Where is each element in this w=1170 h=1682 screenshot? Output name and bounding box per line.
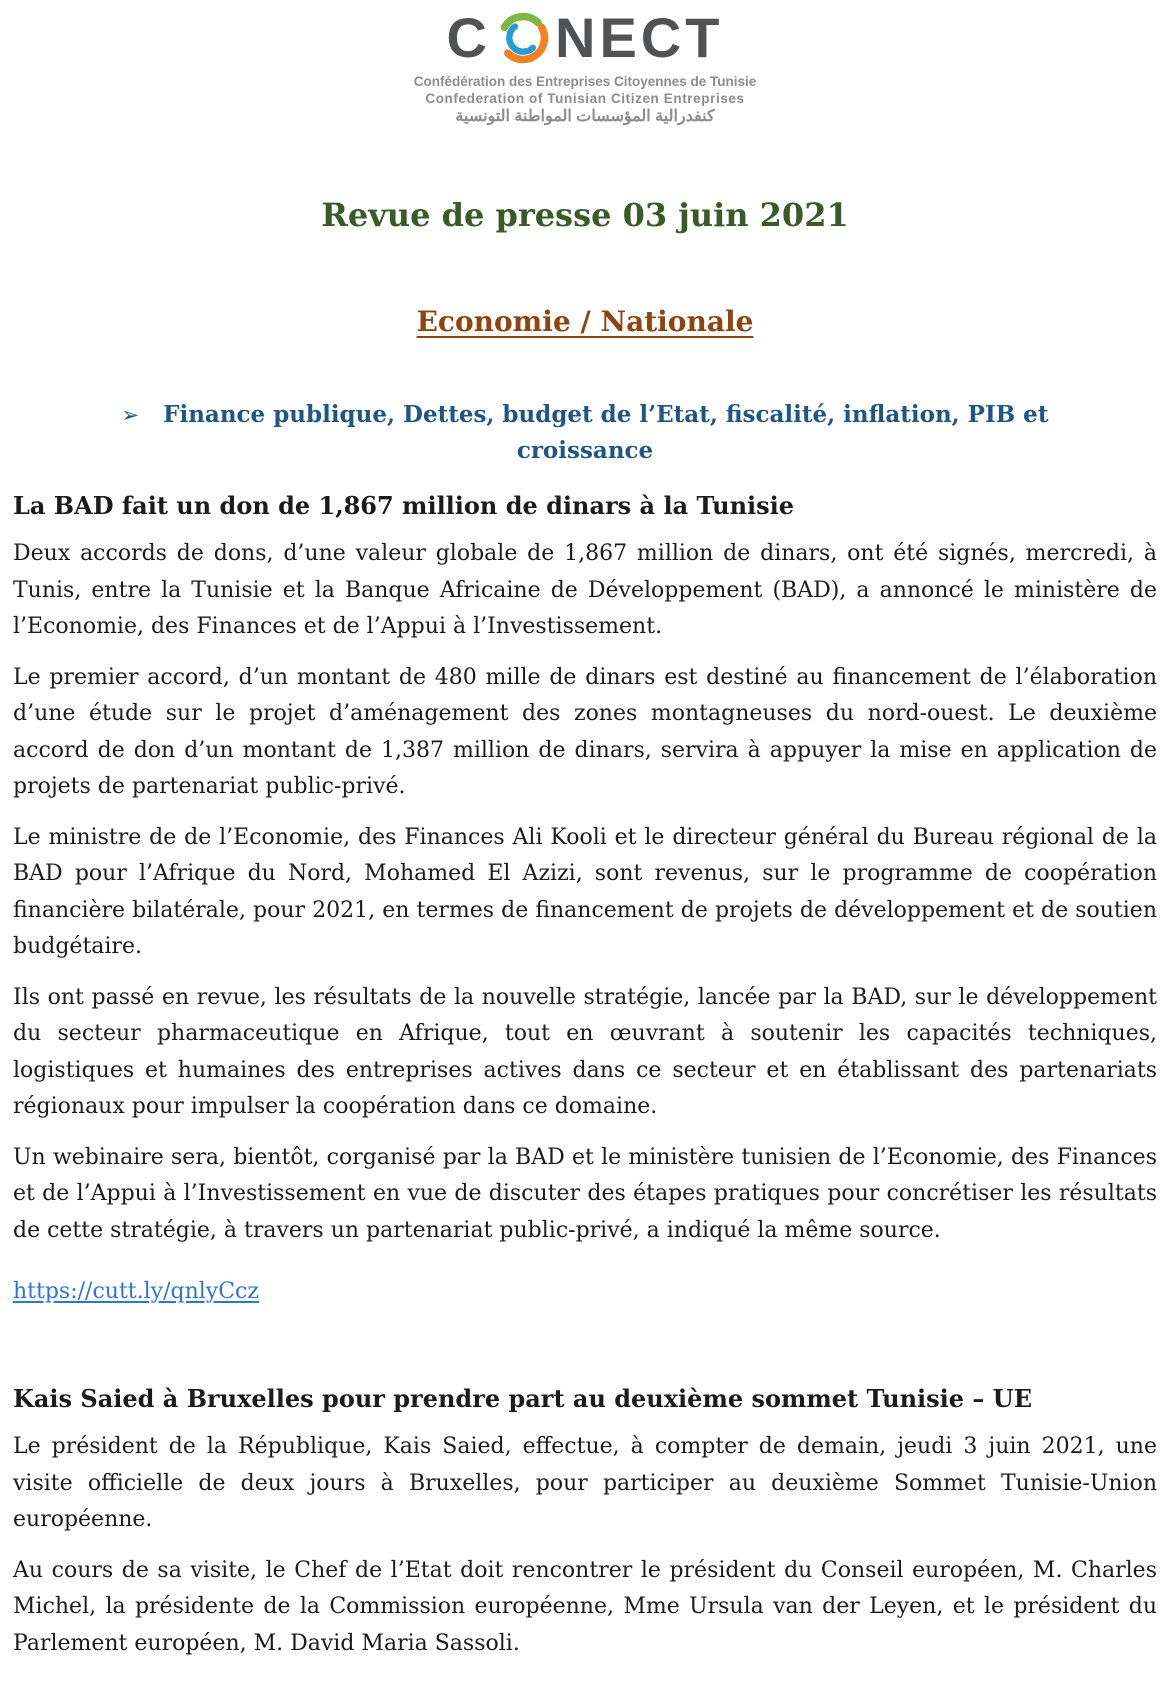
paragraph: Ils ont passé en revue, les résultats de la nouvelle stratégie, lancée par la BAD, sur le développement du secteur pharmaceutique en Afrique, tout en œuvrant à soutenir les capacités techniques, logistiques et humaines des entreprises actives dans ce secteur et en établissant des partenariats régionaux pour impulser la coopération dans ce domaine. [13,984,1157,1119]
conect-logo [13,6,1157,127]
logo-tagline-arabic: كنفدرالية المؤسسات المواطنة التونسية [455,108,715,125]
topic-heading-line1: Finance publique, Dettes, budget de l’Etat, fiscalité, inflation, PIB et [163,401,1049,428]
paragraph: Le ministre de de l’Economie, des Finances Ali Kooli et le directeur général du Bureau régional de la BAD pour l’Afrique du Nord, Mohamed El Azizi, sont revenus, sur le programme de coopération financière bilatérale, pour 2021, en termes de financement de projets de développement et de soutien budgétaire. [13,824,1157,959]
article-bad-don [13,490,1157,1307]
logo-o-blue-arc-icon [509,27,532,52]
paragraph: Au cours de sa visite, le Chef de l’Etat doit rencontrer le président du Conseil européen, M. Charles Michel, la présidente de la Commission européenne, Mme Ursula van der Leyen, et le président du Parlement européen, M. David Maria Sassoli. [13,1557,1157,1656]
arrow-bullet-icon: ➢ [121,403,140,427]
logo-letter-c: C [446,6,491,69]
article-heading-bad-don: La BAD fait un don de 1,867 million de dinars à la Tunisie [13,491,795,520]
paragraph: Le président de la République, Kais Saied, effectue, à compter de demain, jeudi 3 juin 2021, une visite officielle de deux jours à Bruxelles, pour participer au deuxième Sommet Tunisie-Union européenne. [13,1434,1157,1532]
page-title: Revue de presse 03 juin 2021 [321,196,849,234]
logo-tagline-english: Confederation of Tunisian Citizen Entreprises [425,91,745,106]
conect-logo-wordmark [13,6,1157,70]
topic-heading [73,397,1097,468]
logo-o-green-arc-icon [504,17,538,28]
logo-tagline-french: Confédération des Entreprises Citoyennes de Tunisie [413,74,757,89]
topic-heading-line2: croissance [516,437,654,464]
paragraph: Deux accords de dons, d’une valeur globale de 1,867 million de dinars, ont été signés, mercredi, à Tunis, entre la Tunisie et la Banque Africaine de Développement (BAD), a annoncé le ministère de l’Economie, des Finances et de l’Appui à l’Investissement. [13,541,1157,639]
article-link-line [13,1277,1157,1307]
logo-letters-nect: NECT [555,6,724,69]
article-kais-saied [13,1383,1157,1662]
article-source-link[interactable]: https://cutt.ly/qnlyCcz [13,1279,259,1304]
paragraph: Le premier accord, d’un montant de 480 mille de dinars est destiné au financement de l’élaboration d’une étude sur le projet d’aménagement des zones montagneuses du nord-ouest. Le deuxième accord de don d’un montant de 1,387 million de dinars, servira à appuyer la mise en application de projets de partenariat public-privé. [13,664,1157,799]
section-heading: Economie / Nationale [416,305,754,338]
paragraph: Un webinaire sera, bientôt, corganisé par la BAD et le ministère tunisien de l’Economie, des Finances et de l’Appui à l’Investissement en vue de discuter des étapes pratiques pour concrétiser les résultats de cette stratégie, à travers un partenariat public-privé, a indiqué la même source. [13,1144,1157,1243]
article-heading-kais-saied: Kais Saied à Bruxelles pour prendre part au deuxième sommet Tunisie – UE [13,1384,1032,1413]
logo-o-rings-icon [494,9,552,67]
